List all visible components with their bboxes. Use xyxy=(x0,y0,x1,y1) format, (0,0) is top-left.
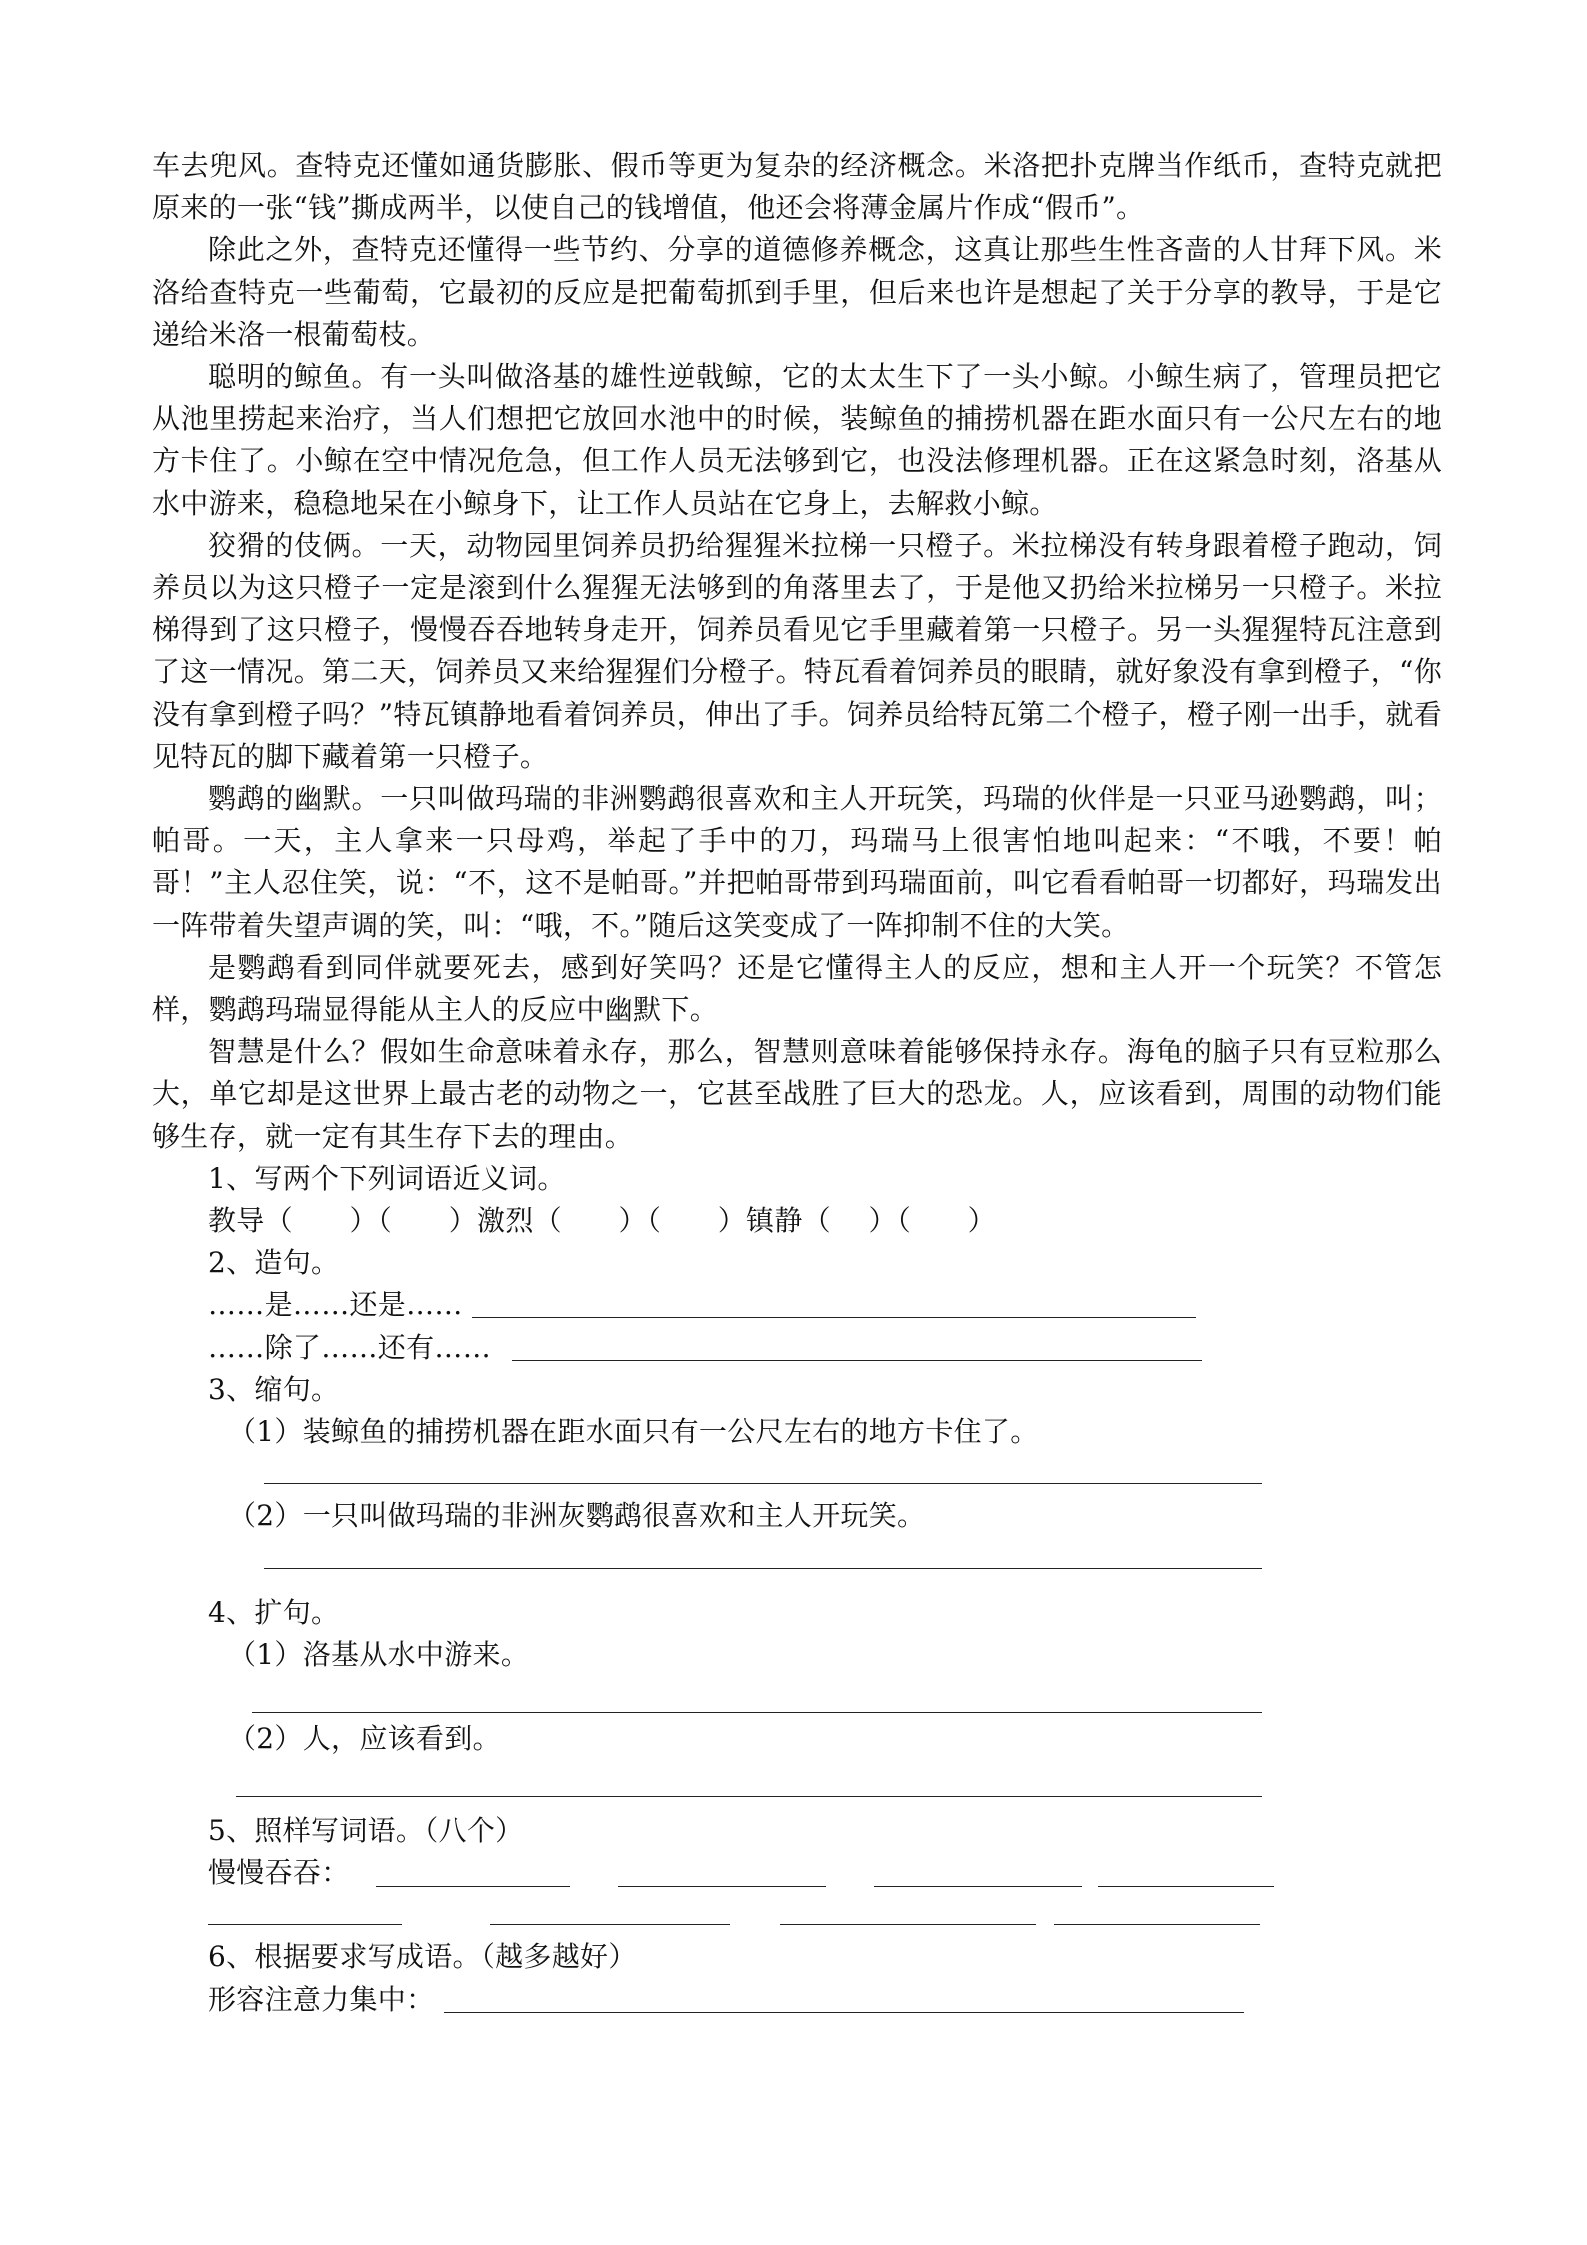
paragraph-3: 聪明的鲸鱼。有一头叫做洛基的雄性逆戟鲸，它的太太生下了一头小鲸。小鲸生病了，管理员把它从池里捞起来治疗，当人们想把它放回水池中的时候，装鲸鱼的捕捞机器在距水面只有一公尺左右的地方卡住了。小鲸在空中情况危急，但工作人员无法够到它，也没法修理机器。正在这紧急时刻，洛基从水中游来，稳稳地呆在小鲸身下，让工作人员站在它身上，去解救小鲸。 xyxy=(152,360,1442,520)
idiom-prompt: 形容注意力集中： xyxy=(208,1982,435,2016)
answer-line[interactable] xyxy=(490,1894,730,1925)
synonym-blank[interactable]: （ ）（ ） xyxy=(264,1204,478,1238)
answer-line[interactable] xyxy=(264,1538,1262,1569)
answer-line[interactable] xyxy=(236,1766,1262,1797)
question-1-answers xyxy=(152,1200,1442,1242)
paragraph-5: 鹦鹉的幽默。一只叫做玛瑞的非洲鹦鹉很喜欢和主人开玩笑，玛瑞的伙伴是一只亚马逊鹦鹉，叫；帕哥。一天，主人拿来一只母鸡，举起了手中的刀，玛瑞马上很害怕地叫起来：“不哦，不要！帕哥！”主人忍住笑，说：“不，这不是帕哥。”并把帕哥带到玛瑞面前，叫它看看帕哥一切都好，玛瑞发出一阵带着失望声调的笑，叫：“哦，不。”随后这笑变成了一阵抑制不住的大笑。 xyxy=(152,782,1442,942)
paragraph-2: 除此之外，查特克还懂得一些节约、分享的道德修养概念，这真让那些生性吝啬的人甘拜下风。米洛给查特克一些葡萄，它最初的反应是把葡萄抓到手里，但后来也许是想起了关于分享的教导，于是它递给米洛一根葡萄枝。 xyxy=(152,233,1442,351)
answer-line[interactable] xyxy=(376,1856,570,1887)
answer-line[interactable] xyxy=(1098,1856,1274,1887)
condense-item-2: （2）一只叫做玛瑞的非洲灰鹦鹉很喜欢和主人开玩笑。 xyxy=(228,1499,926,1533)
condense-item-1: （1）装鲸鱼的捕捞机器在距水面只有一公尺左右的地方卡住了。 xyxy=(228,1415,1039,1449)
expand-item-2: （2）人，应该看到。 xyxy=(228,1721,501,1755)
word-pattern-row-2 xyxy=(152,1894,1442,1936)
word-pattern-example: 慢慢吞吞： xyxy=(208,1856,350,1890)
question-5-title: 5、照样写词语。（八个） xyxy=(208,1814,524,1848)
synonym-blank[interactable]: （ ）（ ） xyxy=(802,1204,996,1238)
answer-line[interactable] xyxy=(208,1894,402,1925)
answer-line[interactable] xyxy=(252,1682,1262,1713)
sentence-pattern-row-1 xyxy=(152,1284,1442,1326)
synonym-word-2: 激烈 xyxy=(477,1204,534,1238)
expand-item-1: （1）洛基从水中游来。 xyxy=(228,1637,530,1671)
paragraph-7: 智慧是什么？假如生命意味着永存，那么，智慧则意味着能够保持永存。海龟的脑子只有豆粒那么大，单它却是这世界上最古老的动物之一，它甚至战胜了巨大的恐龙。人，应该看到，周围的动物们能够生存，就一定有其生存下去的理由。 xyxy=(152,1035,1442,1153)
answer-line[interactable] xyxy=(874,1856,1082,1887)
synonym-blank[interactable]: （ ）（ ） xyxy=(533,1204,747,1238)
answer-line[interactable] xyxy=(512,1330,1202,1361)
answer-line[interactable] xyxy=(1054,1894,1260,1925)
answer-line[interactable] xyxy=(618,1856,826,1887)
sentence-pattern-row-2 xyxy=(152,1327,1442,1369)
paragraph-4: 狡猾的伎俩。一天，动物园里饲养员扔给猩猩米拉梯一只橙子。米拉梯没有转身跟着橙子跑动，饲养员以为这只橙子一定是滚到什么猩猩无法够到的角落里去了，于是他又扔给米拉梯另一只橙子。米拉梯得到了这只橙子，慢慢吞吞地转身走开，饲养员看见它手里藏着第一只橙子。另一头猩猩特瓦注意到了这一情况。第二天，饲养员又来给猩猩们分橙子。特瓦看着饲养员的眼睛，就好象没有拿到橙子，“你没有拿到橙子吗？”特瓦镇静地看着饲养员，伸出了手。饲养员给特瓦第二个橙子，橙子刚一出手，就看见特瓦的脚下藏着第一只橙子。 xyxy=(152,528,1442,773)
paragraph-6: 是鹦鹉看到同伴就要死去，感到好笑吗？还是它懂得主人的反应，想和主人开一个玩笑？不管怎样，鹦鹉玛瑞显得能从主人的反应中幽默下。 xyxy=(152,950,1442,1027)
idiom-row xyxy=(152,1979,1442,2021)
worksheet-content xyxy=(152,145,1442,2021)
answer-line[interactable] xyxy=(264,1453,1262,1484)
synonym-word-3: 镇静 xyxy=(746,1204,803,1238)
synonym-word-1: 教导 xyxy=(208,1204,265,1238)
sentence-pattern-2: ……除了……还有…… xyxy=(208,1330,492,1364)
word-pattern-row-1 xyxy=(152,1852,1442,1894)
paragraph-1: 车去兜风。查特克还懂如通货膨胀、假币等更为复杂的经济概念。米洛把扑克牌当作纸币，查特克就把原来的一张“钱”撕成两半，以使自己的钱增值，他还会将薄金属片作成“假币”。 xyxy=(152,149,1442,225)
question-3-title: 3、缩句。 xyxy=(208,1372,340,1406)
question-2-title: 2、造句。 xyxy=(208,1246,340,1280)
question-1-title: 1、写两个下列词语近义词。 xyxy=(208,1161,566,1195)
sentence-pattern-1: ……是……还是…… xyxy=(208,1288,463,1322)
question-6-title: 6、根据要求写成语。（越多越好） xyxy=(208,1940,637,1974)
question-4-title: 4、扩句。 xyxy=(208,1595,340,1629)
answer-line[interactable] xyxy=(472,1287,1196,1318)
answer-line[interactable] xyxy=(780,1894,1036,1925)
answer-line[interactable] xyxy=(444,1982,1244,2013)
